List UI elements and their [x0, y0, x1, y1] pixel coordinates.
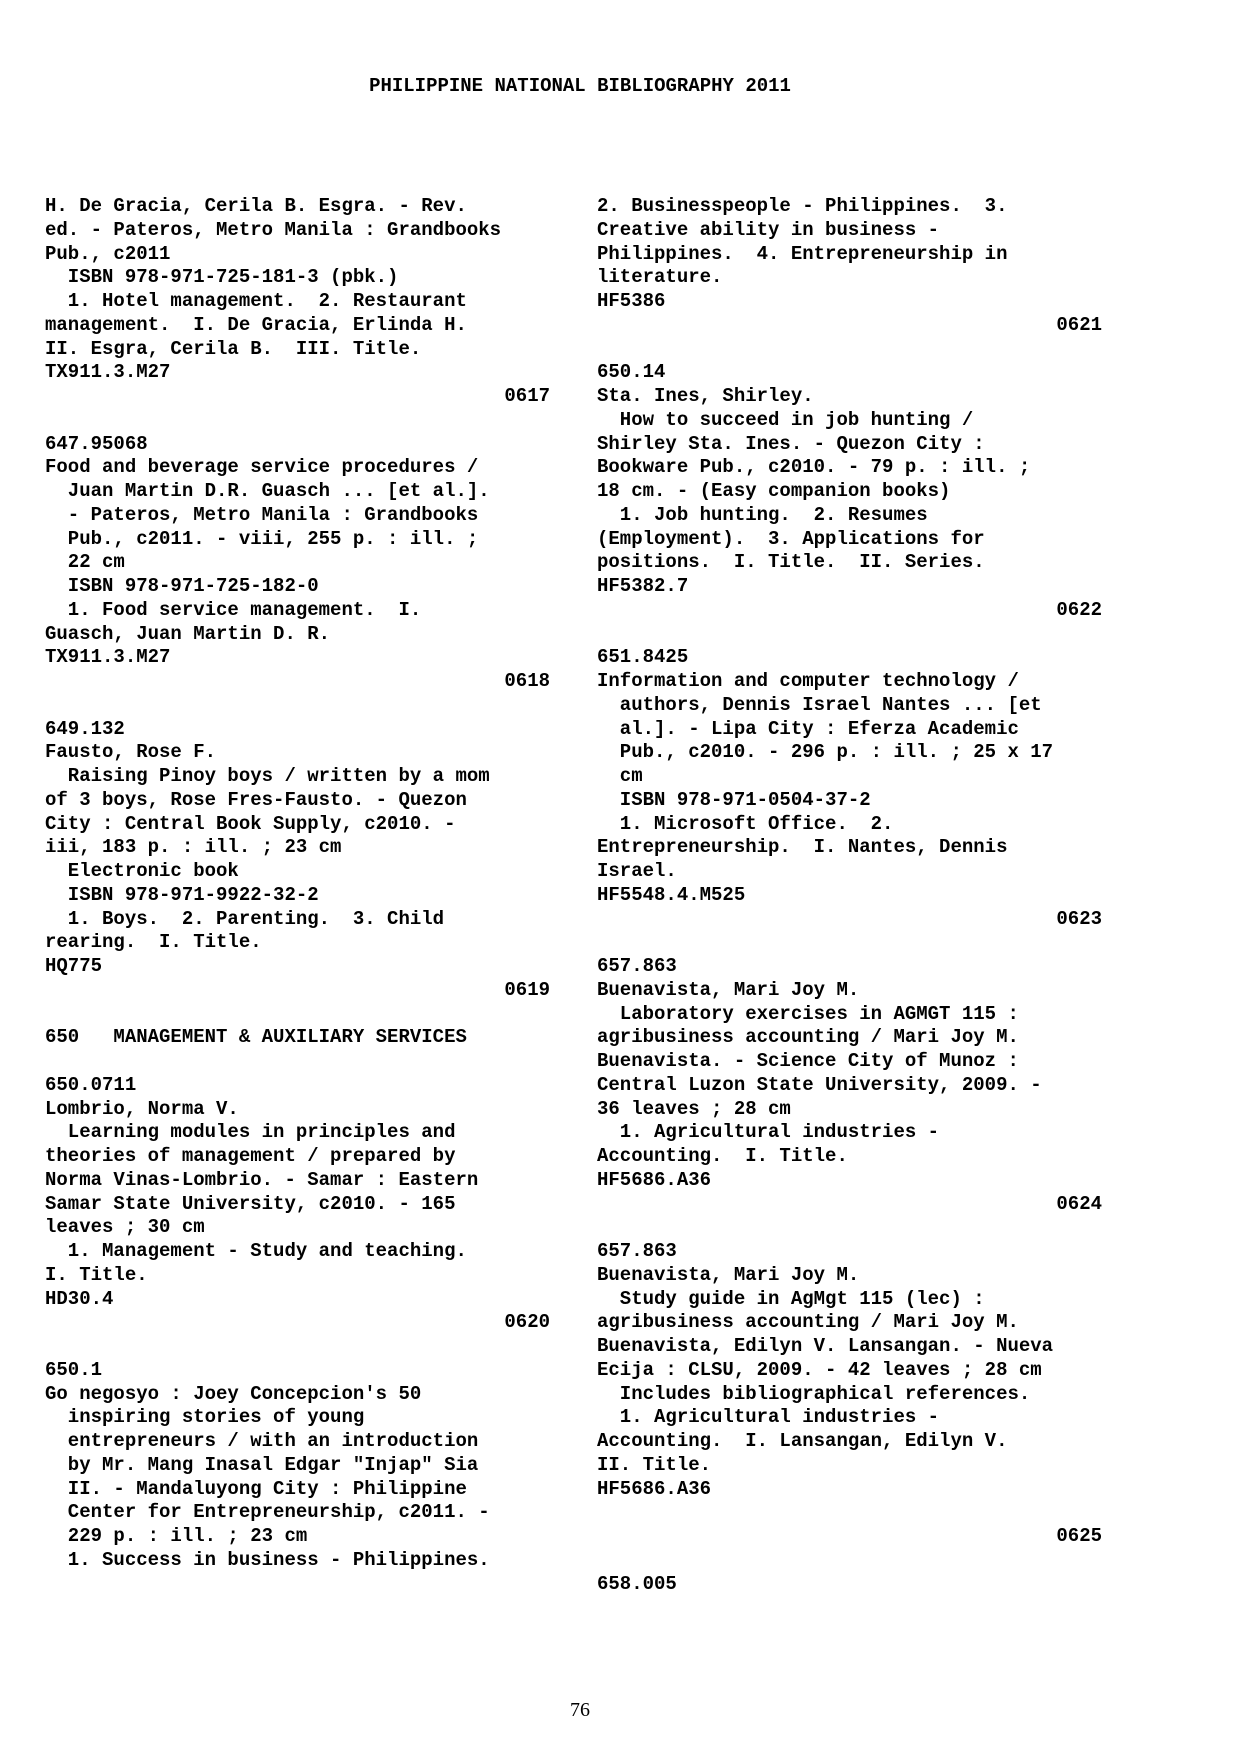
- text-line: Juan Martin D.R. Guasch ... [et al.].: [45, 480, 490, 502]
- text-line: al.]. - Lipa City : Eferza Academic: [597, 717, 1019, 740]
- entry-number: 0618: [504, 670, 550, 692]
- text-line: Go negosyo : Joey Concepcion's 50: [45, 1382, 422, 1405]
- blank-line: [597, 1501, 1102, 1525]
- class-number: 651.8425: [597, 646, 689, 669]
- text-line: Study guide in AgMgt 115 (lec) :: [597, 1287, 985, 1310]
- text-line: ISBN 978-971-725-182-0: [45, 575, 319, 597]
- text-line: leaves ; 30 cm: [45, 1216, 205, 1239]
- page-number: 76: [570, 1699, 590, 1721]
- text-line: Pub., c2011: [45, 242, 171, 265]
- call-number: HF5382.7: [597, 575, 689, 597]
- text-line: Norma Vinas-Lombrio. - Samar : Eastern: [45, 1168, 479, 1191]
- text-line: Pub., c2010. - 296 p. : ill. ; 25 x 17: [597, 741, 1054, 764]
- text-line: How to succeed in job hunting /: [597, 408, 974, 431]
- text-line: 1. Food service management. I.: [45, 598, 422, 621]
- text-line: Buenavista, Mari Joy M.: [597, 1263, 860, 1286]
- text-line: II. - Mandaluyong City : Philippine: [45, 1477, 467, 1500]
- text-line: theories of management / prepared by: [45, 1145, 456, 1167]
- text-line: ISBN 978-971-725-181-3 (pbk.): [45, 266, 399, 289]
- text-line: management. I. De Gracia, Erlinda H.: [45, 313, 467, 336]
- text-line: Buenavista, Mari Joy M.: [597, 978, 860, 1001]
- text-line: authors, Dennis Israel Nantes ... [et: [597, 693, 1042, 716]
- text-line: 1. Job hunting. 2. Resumes: [597, 503, 928, 526]
- text-line: Information and computer technology /: [597, 670, 1019, 692]
- text-line: Israel.: [597, 860, 677, 882]
- blank-line: [597, 623, 1102, 647]
- blank-line: [45, 1003, 550, 1027]
- text-line: Laboratory exercises in AGMGT 115 :: [597, 1002, 1019, 1025]
- text-line: Buenavista, Edilyn V. Lansangan. - Nueva: [597, 1335, 1054, 1357]
- class-number: 657.863: [597, 955, 677, 977]
- entry-number: 0625: [1056, 1525, 1102, 1547]
- call-number: HF5686.A36: [597, 1477, 712, 1500]
- call-number: HD30.4: [45, 1287, 114, 1310]
- blank-line: [45, 409, 550, 433]
- call-number: HF5686.A36: [597, 1168, 712, 1191]
- text-line: iii, 183 p. : ill. ; 23 cm: [45, 836, 342, 859]
- text-line: II. Esgra, Cerila B. III. Title.: [45, 337, 422, 360]
- text-line: Shirley Sta. Ines. - Quezon City :: [597, 432, 985, 455]
- entry-number: 0624: [1056, 1192, 1102, 1215]
- text-line: Fausto, Rose F.: [45, 741, 217, 764]
- text-line: 18 cm. - (Easy companion books): [597, 480, 951, 502]
- class-number: 658.005: [597, 1572, 677, 1595]
- entry-number: 0620: [504, 1311, 550, 1334]
- entry-number: 0621: [1056, 313, 1102, 336]
- right-column: [597, 195, 1102, 1596]
- text-line: Pub., c2011. - viii, 255 p. : ill. ;: [45, 527, 479, 550]
- text-line: Includes bibliographical references.: [597, 1382, 1031, 1405]
- text-line: 2. Businesspeople - Philippines. 3.: [597, 195, 1008, 217]
- text-line: - Pateros, Metro Manila : Grandbooks: [45, 503, 479, 526]
- text-line: Central Luzon State University, 2009. -: [597, 1073, 1042, 1096]
- text-line: 36 leaves ; 28 cm: [597, 1097, 791, 1120]
- call-number: HF5386: [597, 290, 666, 312]
- entry-number: 0623: [1056, 907, 1102, 930]
- call-number: HQ775: [45, 955, 103, 977]
- text-line: Food and beverage service procedures /: [45, 456, 479, 479]
- text-line: Philippines. 4. Entrepreneurship in: [597, 242, 1008, 265]
- text-line: Guasch, Juan Martin D. R.: [45, 622, 331, 645]
- page-header-title: PHILIPPINE NATIONAL BIBLIOGRAPHY 2011: [369, 75, 791, 97]
- text-line: Ecija : CLSU, 2009. - 42 leaves ; 28 cm: [597, 1358, 1042, 1381]
- text-line: Accounting. I. Lansangan, Edilyn V.: [597, 1430, 1008, 1452]
- text-line: rearing. I. Title.: [45, 931, 262, 954]
- class-number: 650.0711: [45, 1073, 137, 1096]
- blank-line: [597, 338, 1102, 362]
- text-line: ed. - Pateros, Metro Manila : Grandbooks: [45, 218, 502, 241]
- text-line: II. Title.: [597, 1453, 712, 1476]
- text-line: Entrepreneurship. I. Nantes, Dennis: [597, 836, 1008, 859]
- text-line: agribusiness accounting / Mari Joy M.: [597, 1311, 1019, 1334]
- section-heading: 650 MANAGEMENT & AUXILIARY SERVICES: [45, 1026, 467, 1049]
- text-line: 1. Microsoft Office. 2.: [597, 812, 894, 835]
- text-line: Learning modules in principles and: [45, 1121, 456, 1144]
- blank-line: [597, 931, 1102, 955]
- text-line: positions. I. Title. II. Series.: [597, 551, 985, 574]
- blank-line: [597, 1549, 1102, 1573]
- text-line: Electronic book: [45, 860, 239, 882]
- call-number: TX911.3.M27: [45, 361, 171, 384]
- blank-line: [597, 1216, 1102, 1240]
- class-number: 647.95068: [45, 432, 148, 455]
- class-number: 650.14: [597, 361, 666, 384]
- entry-number: 0617: [504, 385, 550, 407]
- text-line: I. Title.: [45, 1263, 148, 1286]
- class-number: 649.132: [45, 717, 125, 740]
- text-line: Bookware Pub., c2010. - 79 p. : ill. ;: [597, 456, 1031, 479]
- text-line: 229 p. : ill. ; 23 cm: [45, 1525, 308, 1547]
- text-line: literature.: [597, 266, 723, 289]
- entry-number: 0622: [1056, 598, 1102, 621]
- text-line: H. De Gracia, Cerila B. Esgra. - Rev.: [45, 195, 467, 217]
- text-line: 1. Success in business - Philippines.: [45, 1548, 490, 1571]
- text-line: ISBN 978-971-0504-37-2: [597, 788, 871, 811]
- text-line: Raising Pinoy boys / written by a mom: [45, 765, 490, 787]
- text-line: 1. Management - Study and teaching.: [45, 1240, 467, 1262]
- call-number: HF5548.4.M525: [597, 883, 746, 906]
- blank-line: [45, 1050, 550, 1074]
- text-line: agribusiness accounting / Mari Joy M.: [597, 1026, 1019, 1049]
- text-line: inspiring stories of young: [45, 1406, 365, 1429]
- blank-line: [45, 1335, 550, 1359]
- class-number: 657.863: [597, 1240, 677, 1262]
- text-line: of 3 boys, Rose Fres-Fausto. - Quezon: [45, 788, 467, 811]
- entry-number: 0619: [504, 978, 550, 1001]
- blank-line: [45, 694, 550, 718]
- text-line: Accounting. I. Title.: [597, 1145, 848, 1167]
- text-line: Lombrio, Norma V.: [45, 1097, 239, 1120]
- text-line: ISBN 978-971-9922-32-2: [45, 883, 319, 906]
- text-line: 1. Boys. 2. Parenting. 3. Child: [45, 907, 445, 930]
- text-line: by Mr. Mang Inasal Edgar "Injap" Sia: [45, 1453, 479, 1476]
- text-line: Center for Entrepreneurship, c2011. -: [45, 1501, 490, 1524]
- text-line: 22 cm: [45, 551, 125, 574]
- text-line: entrepreneurs / with an introduction: [45, 1430, 479, 1452]
- text-line: City : Central Book Supply, c2010. -: [45, 812, 456, 835]
- text-line: cm: [597, 765, 643, 787]
- left-column: [45, 195, 550, 1573]
- text-line: 1. Agricultural industries -: [597, 1121, 940, 1144]
- text-line: 1. Hotel management. 2. Restaurant: [45, 290, 467, 312]
- text-line: Creative ability in business -: [597, 218, 940, 241]
- text-line: 1. Agricultural industries -: [597, 1406, 940, 1429]
- text-line: Samar State University, c2010. - 165: [45, 1192, 456, 1215]
- text-line: (Employment). 3. Applications for: [597, 527, 985, 550]
- text-line: Sta. Ines, Shirley.: [597, 385, 814, 407]
- text-line: Buenavista. - Science City of Munoz :: [597, 1050, 1019, 1072]
- class-number: 650.1: [45, 1358, 103, 1381]
- call-number: TX911.3.M27: [45, 646, 171, 669]
